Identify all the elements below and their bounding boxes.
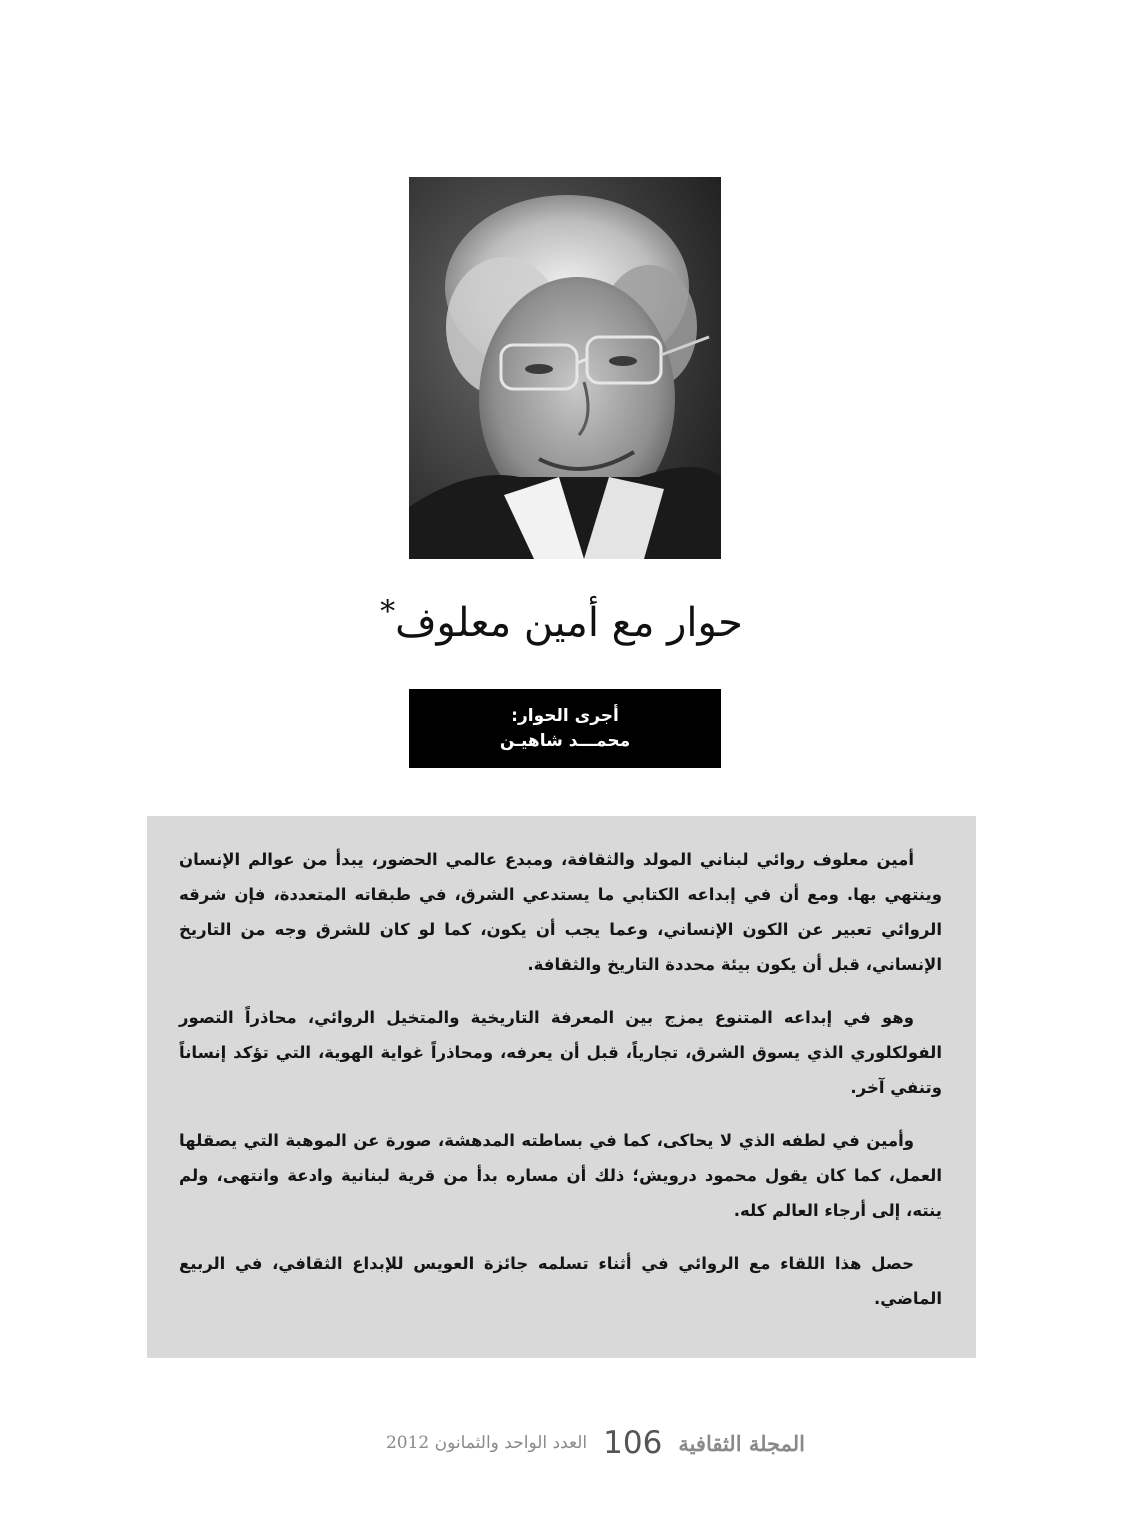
intro-panel bbox=[147, 816, 976, 1358]
article-title bbox=[380, 594, 743, 646]
byline-label: أجرى الحوار: bbox=[511, 705, 619, 726]
portrait-image bbox=[409, 177, 721, 559]
page-footer bbox=[300, 1418, 805, 1468]
title-container bbox=[300, 588, 823, 658]
interviewer-box bbox=[409, 689, 721, 768]
page-number: 106 bbox=[603, 1425, 663, 1461]
author-portrait bbox=[409, 177, 721, 559]
magazine-name: المجلة الثقافية bbox=[678, 1430, 805, 1456]
intro-paragraph: حصل هذا اللقاء مع الروائي في أثناء تسلمه جائزة العويس للإبداع الثقافي، في الربيع الماضي. bbox=[179, 1254, 942, 1308]
intro-paragraph: وأمين في لطفه الذي لا يحاكى، كما في بساطته المدهشة، صورة عن الموهبة التي يصقلها العمل، كما كان يقول محمود درويش؛ ذلك أن مساره بدأ من قرية لبنانية وادعة وانتهى، ولم ينته، إلى أرجاء العالم كله. bbox=[179, 1131, 942, 1220]
byline-name: محمـــد شاهيـن bbox=[499, 730, 631, 751]
title-text: حوار مع أمين معلوف bbox=[395, 600, 743, 646]
issue-info: العدد الواحد والثمانون 2012 bbox=[385, 1433, 588, 1453]
title-footnote-mark: * bbox=[380, 594, 396, 630]
intro-paragraph: وهو في إبداعه المتنوع يمزج بين المعرفة التاريخية والمتخيل الروائي، محاذراً التصور الفولكلوري الذي يسوق الشرق، تجارياً، قبل أن يعرفه، ومحاذراً غواية الهوية، التي تؤكد إنساناً وتنفي آخر. bbox=[179, 1008, 942, 1097]
intro-paragraph: أمين معلوف روائي لبناني المولد والثقافة، ومبدع عالمي الحضور، يبدأ من عوالم الإنسان وينتهي بها. ومع أن في إبداعه الكتابي ما يستدعي الشرق، في طبقاته المتعددة، فإن شرقه الروائي تعبير عن الكون الإنساني، وعما يجب أن يكون، كما لو كان للشرق وجه من التاريخ الإنساني، قبل أن يكون بيئة محددة التاريخ والثقافة. bbox=[179, 850, 942, 974]
